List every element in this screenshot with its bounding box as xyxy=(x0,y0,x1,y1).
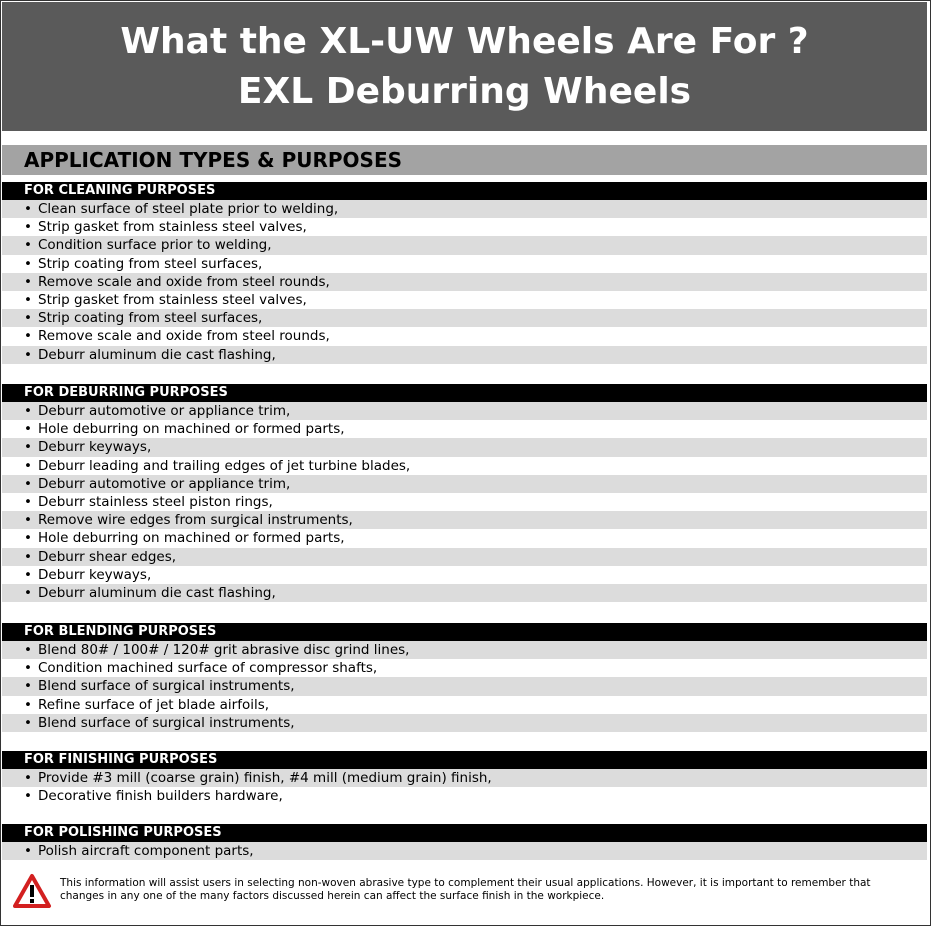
list-item xyxy=(2,200,927,218)
list-item-text: Deburr automotive or appliance trim, xyxy=(38,403,291,419)
section xyxy=(2,751,927,805)
section-heading: FOR FINISHING PURPOSES xyxy=(2,751,927,769)
list-item-text: Blend surface of surgical instruments, xyxy=(38,714,295,731)
section xyxy=(2,824,927,860)
list-item xyxy=(2,475,927,493)
list-item-text: Strip gasket from stainless steel valves, xyxy=(38,291,307,308)
bullet: • xyxy=(24,714,32,731)
page-title-line1: What the XL-UW Wheels Are For ? xyxy=(120,21,809,62)
page-title-line2: EXL Deburring Wheels xyxy=(237,71,692,112)
list-item-text: Remove wire edges from surgical instruments, xyxy=(38,512,353,529)
list-item xyxy=(2,584,927,602)
list-item xyxy=(2,291,927,309)
list-item-text: Strip coating from steel surfaces, xyxy=(38,255,263,272)
list-item-text: Polish aircraft component parts, xyxy=(38,843,254,859)
bullet: • xyxy=(24,219,32,236)
bullet: • xyxy=(24,237,32,254)
list-item-text: Condition machined surface of compressor shafts, xyxy=(38,660,378,677)
bullet: • xyxy=(24,255,32,272)
bullet: • xyxy=(24,530,32,547)
warning-icon xyxy=(12,873,52,909)
section-heading: FOR CLEANING PURPOSES xyxy=(2,182,927,200)
bullet: • xyxy=(24,566,32,583)
list-item xyxy=(2,327,927,345)
list-item xyxy=(2,659,927,677)
disclaimer-note: This information will assist users in selecting non-woven abrasive type to complement their usual applications. However, it is important to remember that changes in any one of the many factors discussed herein can affect the surface finish in the workpiece. xyxy=(60,877,871,902)
bullet: • xyxy=(24,493,32,510)
bullet: • xyxy=(24,678,32,695)
list-item xyxy=(2,402,927,420)
list-item-text: Blend surface of surgical instruments, xyxy=(38,678,295,695)
bullet: • xyxy=(24,403,32,419)
list-item xyxy=(2,842,927,860)
list-item xyxy=(2,696,927,714)
list-item-text: Provide #3 mill (coarse grain) finish, #4 mill (medium grain) finish, xyxy=(38,770,492,786)
bullet: • xyxy=(24,346,32,363)
bullet: • xyxy=(24,273,32,290)
section xyxy=(2,384,927,602)
list-item-text: Clean surface of steel plate prior to welding, xyxy=(38,201,339,217)
list-item-text: Hole deburring on machined or formed parts, xyxy=(38,421,345,438)
section-heading: FOR DEBURRING PURPOSES xyxy=(2,384,927,402)
list-item xyxy=(2,273,927,291)
list-item xyxy=(2,511,927,529)
list-item xyxy=(2,457,927,475)
bullet: • xyxy=(24,770,32,786)
list-item xyxy=(2,420,927,438)
list-item xyxy=(2,236,927,254)
list-item-text: Condition surface prior to welding, xyxy=(38,237,272,254)
list-item xyxy=(2,493,927,511)
list-item-text: Deburr shear edges, xyxy=(38,548,177,565)
bullet: • xyxy=(24,439,32,456)
list-item-text: Deburr automotive or appliance trim, xyxy=(38,475,291,492)
list-item xyxy=(2,346,927,364)
page-header xyxy=(2,2,927,131)
list-item xyxy=(2,677,927,695)
list-item-text: Decorative finish builders hardware, xyxy=(38,788,283,805)
bullet: • xyxy=(24,642,32,658)
list-item-text: Strip coating from steel surfaces, xyxy=(38,310,263,327)
list-item xyxy=(2,548,927,566)
list-item-text: Deburr aluminum die cast flashing, xyxy=(38,346,276,363)
bullet: • xyxy=(24,788,32,805)
bullet: • xyxy=(24,660,32,677)
bullet: • xyxy=(24,291,32,308)
list-item xyxy=(2,309,927,327)
list-item xyxy=(2,641,927,659)
list-item-text: Deburr keyways, xyxy=(38,566,152,583)
list-item-text: Deburr leading and trailing edges of jet turbine blades, xyxy=(38,457,411,474)
bullet: • xyxy=(24,843,32,859)
bullet: • xyxy=(24,457,32,474)
list-item-text: Deburr stainless steel piston rings, xyxy=(38,493,273,510)
list-item xyxy=(2,769,927,787)
divider xyxy=(2,131,927,145)
application-title-bar xyxy=(2,145,927,175)
bullet: • xyxy=(24,201,32,217)
list-item-text: Refine surface of jet blade airfoils, xyxy=(38,696,270,713)
application-title: APPLICATION TYPES & PURPOSES xyxy=(24,148,403,172)
bullet: • xyxy=(24,421,32,438)
list-item xyxy=(2,787,927,805)
list-item-text: Remove scale and oxide from steel rounds, xyxy=(38,328,330,345)
section xyxy=(2,623,927,732)
list-item xyxy=(2,438,927,456)
bullet: • xyxy=(24,548,32,565)
bullet: • xyxy=(24,696,32,713)
list-item-text: Hole deburring on machined or formed parts, xyxy=(38,530,345,547)
list-item xyxy=(2,566,927,584)
section xyxy=(2,182,927,364)
bullet: • xyxy=(24,310,32,327)
bullet: • xyxy=(24,475,32,492)
list-item xyxy=(2,529,927,547)
bullet: • xyxy=(24,512,32,529)
list-item-text: Deburr aluminum die cast flashing, xyxy=(38,584,276,601)
list-item-text: Blend 80# / 100# / 120# grit abrasive disc grind lines, xyxy=(38,642,410,658)
list-item xyxy=(2,255,927,273)
list-item-text: Strip gasket from stainless steel valves, xyxy=(38,219,307,236)
section-heading: FOR POLISHING PURPOSES xyxy=(2,824,927,842)
list-item-text: Remove scale and oxide from steel rounds, xyxy=(38,273,330,290)
list-item xyxy=(2,714,927,732)
section-heading: FOR BLENDING PURPOSES xyxy=(2,623,927,641)
list-item xyxy=(2,218,927,236)
bullet: • xyxy=(24,328,32,345)
bullet: • xyxy=(24,584,32,601)
list-item-text: Deburr keyways, xyxy=(38,439,152,456)
